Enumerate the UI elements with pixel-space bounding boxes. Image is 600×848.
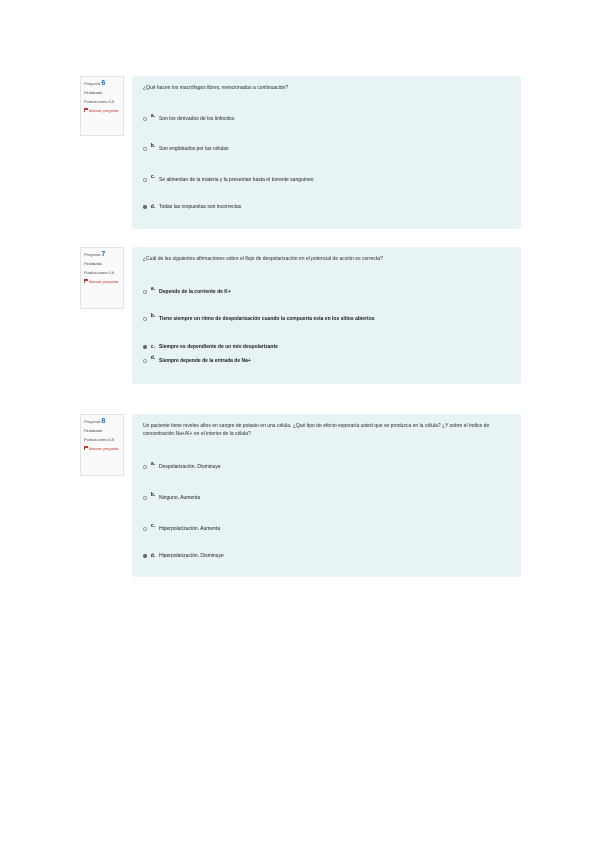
answer-option-d[interactable] <box>143 355 510 365</box>
question-content <box>132 76 521 229</box>
answer-list <box>143 113 510 211</box>
answer-text: Ninguno. Aumenta <box>159 495 201 501</box>
question-info <box>80 247 124 309</box>
answer-letter: d. <box>150 553 156 559</box>
answer-text: Se alimentan de la materia y la presentan hasta el torrente sanguíneo <box>159 177 314 183</box>
answer-option-a[interactable] <box>143 286 510 296</box>
answer-text: Son englobados por las células <box>159 146 229 152</box>
question-grade: Puntúa como 0,5 <box>84 99 115 104</box>
answer-letter: b. <box>150 143 156 149</box>
answer-option-a[interactable] <box>143 461 510 471</box>
answer-letter: d. <box>150 355 156 361</box>
answer-text: Hiperpolarización. Aumenta <box>159 526 221 532</box>
question-content <box>132 247 521 384</box>
question-text: Un paciente tiene niveles altos en sangre de potasio en una célula. ¿Qué tipo de efecto esperaría usted que se produzca en la célula? ¿Y sobre el índice de concentración Na+/K+ en el interior de la célula? <box>143 423 490 437</box>
question-8 <box>80 414 521 577</box>
answer-text: Despolarización. Disminuye <box>159 464 221 470</box>
question-number: Pregunta 6 <box>84 80 106 87</box>
question-text: ¿Qué hacen los macrófagos libres, mencionados a continuación? <box>143 85 289 91</box>
answer-letter: c. <box>150 174 156 180</box>
flag-question-link[interactable]: Marcar pregunta <box>84 446 120 452</box>
question-grade: Puntúa como 0,5 <box>84 270 115 275</box>
question-number: Pregunta 7 <box>84 251 106 258</box>
answer-list <box>143 461 510 560</box>
question-state: Finalizado <box>84 261 103 266</box>
answer-option-d[interactable] <box>143 204 510 211</box>
question-info <box>80 76 124 136</box>
flag-question-link[interactable]: Marcar pregunta <box>84 279 120 285</box>
answer-text: Siempre depende de la entrada de Na+ <box>159 358 251 364</box>
question-6 <box>80 76 521 229</box>
answer-letter: c. <box>150 523 156 529</box>
flag-icon <box>84 446 88 450</box>
answer-text: Siempre es dependiente de un mío despolarizante <box>159 344 278 350</box>
answer-text: Depende de la corriente de K+ <box>159 289 231 295</box>
flag-question-link[interactable]: Marcar pregunta <box>84 108 120 114</box>
answer-text: Hiperpolarización. Disminuye <box>159 553 224 559</box>
answer-text: Todas las respuestas son incorrectas <box>159 204 242 210</box>
answer-option-b[interactable] <box>143 492 510 502</box>
question-state: Finalizado <box>84 90 103 95</box>
question-state: Finalizado <box>84 428 103 433</box>
answer-option-d[interactable] <box>143 553 510 560</box>
answer-option-b[interactable] <box>143 143 510 153</box>
answer-letter: d. <box>150 204 156 210</box>
question-7 <box>80 247 521 384</box>
answer-option-b[interactable] <box>143 313 510 323</box>
answer-letter: a. <box>150 461 156 467</box>
answer-letter: b. <box>150 492 156 498</box>
answer-list <box>143 286 510 365</box>
answer-option-c[interactable] <box>143 174 510 184</box>
question-content <box>132 414 521 577</box>
answer-text: Son los derivados de los linfocitos <box>159 116 235 122</box>
question-text: ¿Cuál de las siguientes afirmaciones sobre el flujo de despolarización en el potencial de acción es correcta? <box>143 256 383 262</box>
answer-option-c[interactable] <box>143 523 510 533</box>
question-number: Pregunta 8 <box>84 418 106 425</box>
answer-letter: c. <box>150 344 156 350</box>
answer-text: Tiene siempre un ritmo de despolarización cuando la compuerta esta en los sitios abiertos <box>159 316 375 322</box>
flag-icon <box>84 279 88 283</box>
question-info <box>80 414 124 476</box>
answer-option-a[interactable] <box>143 113 510 123</box>
question-grade: Puntúa como 0,5 <box>84 437 115 442</box>
flag-icon <box>84 108 88 112</box>
answer-letter: a. <box>150 286 156 292</box>
answer-letter: a. <box>150 113 156 119</box>
answer-option-c[interactable] <box>143 344 510 351</box>
answer-letter: b. <box>150 313 156 319</box>
